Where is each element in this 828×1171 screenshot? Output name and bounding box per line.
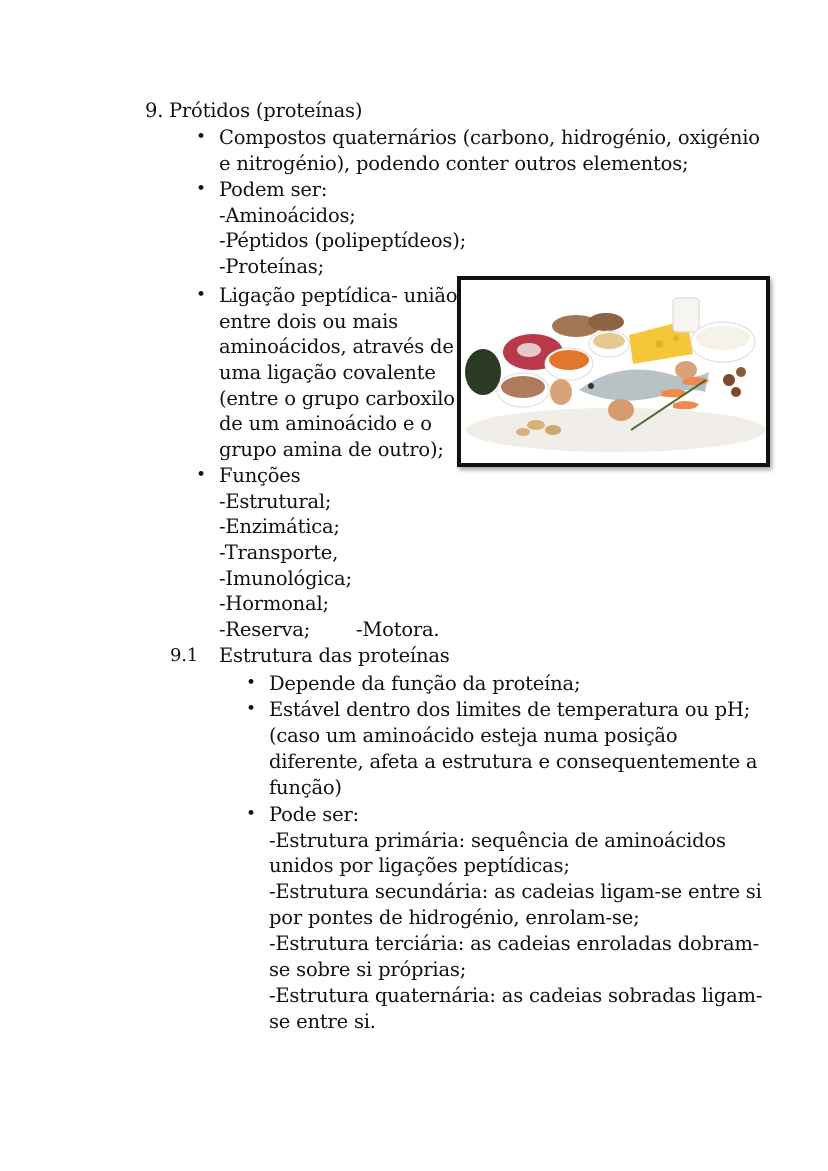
bullet-text: função) (269, 776, 342, 799)
bullet-text: Compostos quaternários (carbono, hidrogénio, oxigénio (219, 126, 760, 149)
list-item: -Transporte, (219, 541, 339, 564)
food-illustration (461, 280, 766, 463)
bullet-heading: Pode ser: (269, 803, 359, 826)
list-item: por pontes de hidrogénio, enrolam-se; (269, 906, 640, 929)
list-item: se sobre si próprias; (269, 958, 467, 981)
list-item: -Estrutura secundária: as cadeias ligam-se entre si (269, 880, 762, 903)
list-item: -Hormonal; (219, 592, 329, 615)
bullet-text: entre dois ou mais (219, 310, 398, 333)
list-item: -Estrutura terciária: as cadeias enroladas dobram- (269, 932, 760, 955)
list-item: -Imunológica; (219, 567, 352, 590)
bullet-marker: • (246, 804, 257, 824)
section-title: Prótidos (proteínas) (169, 99, 363, 122)
bullet-text: diferente, afeta a estrutura e consequentemente a (269, 750, 758, 773)
bullet-text: Ligação peptídica- união (219, 284, 458, 307)
bullet-marker: • (246, 673, 257, 693)
bullet-marker: • (196, 285, 207, 305)
subsection-number: 9.1 (170, 645, 199, 666)
bullet-text: Depende da função da proteína; (269, 672, 581, 695)
list-item: -Motora. (356, 618, 440, 641)
bullet-text: Estável dentro dos limites de temperatura ou pH; (269, 698, 751, 721)
list-item: -Reserva; (219, 618, 311, 641)
bullet-marker: • (196, 465, 207, 485)
bullet-marker: • (196, 179, 207, 199)
bullet-text: (entre o grupo carboxilo (219, 387, 455, 410)
bullet-marker: • (196, 127, 207, 147)
bullet-text: aminoácidos, através de (219, 335, 454, 358)
list-item: -Enzimática; (219, 515, 340, 538)
list-item: -Aminoácidos; (219, 204, 356, 227)
bullet-heading: Podem ser: (219, 178, 328, 201)
list-item: se entre si. (269, 1010, 376, 1033)
bullet-text: (caso um aminoácido esteja numa posição (269, 724, 678, 747)
list-item: unidos por ligações peptídicas; (269, 854, 570, 877)
bullet-marker: • (246, 699, 257, 719)
bullet-text: de um aminoácido e o (219, 412, 432, 435)
list-item: -Proteínas; (219, 255, 324, 278)
list-item: -Estrutura primária: sequência de aminoácidos (269, 829, 726, 852)
list-item: -Estrutural; (219, 490, 332, 513)
bullet-heading: Funções (219, 464, 301, 487)
bullet-text: uma ligação covalente (219, 361, 436, 384)
list-item: -Estrutura quaternária: as cadeias sobradas ligam- (269, 984, 763, 1007)
subsection-title: Estrutura das proteínas (219, 644, 450, 667)
protein-foods-photo (457, 276, 770, 467)
list-item: -Péptidos (polipeptídeos); (219, 229, 466, 252)
bullet-text: e nitrogénio), podendo conter outros elementos; (219, 152, 689, 175)
section-number: 9. (145, 99, 164, 122)
bullet-text: grupo amina de outro); (219, 438, 444, 461)
